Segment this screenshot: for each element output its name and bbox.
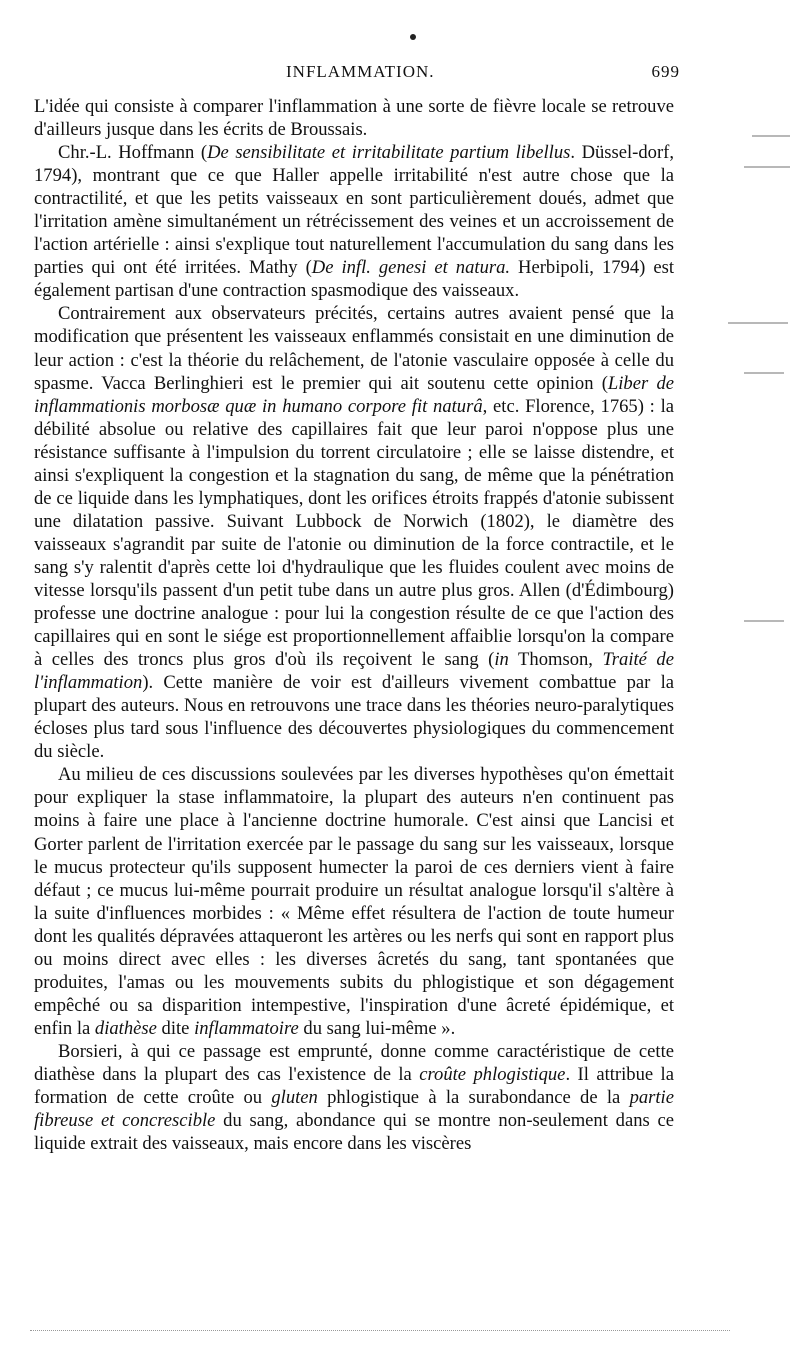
ink-dot bbox=[410, 34, 416, 40]
italic-text-run: Liber de inflammationis morbosæ quæ in humano corpore fit naturâ bbox=[34, 372, 674, 417]
body-text bbox=[34, 95, 674, 1155]
text-run: Herbipoli, 1794) est également partisan d'une contraction spasmodique des vaisseaux. bbox=[34, 257, 674, 302]
text-run: . Düssel-dorf, 1794), montrant que ce que Haller appelle irritabilité n'est autre chose que la contractilité, et que les petits vaisseaux en sont particulièrement doués, admet que l'irritation amène simultanément un rétrécissement des veines et un accroissement de l'action artérielle : ainsi s'explique tout naturellement l'accumulation du sang dans les parties qui ont été irritées. Mathy ( bbox=[34, 142, 675, 279]
italic-text-run: De sensibilitate et irritabilitate partium libellus bbox=[207, 142, 571, 164]
margin-mark bbox=[752, 135, 790, 137]
text-run: Borsieri, à qui ce passage est emprunté, donne comme caractéristique de cette diathèse dans la plupart des cas l'existence de la bbox=[34, 1040, 674, 1085]
italic-text-run: gluten bbox=[271, 1087, 318, 1109]
text-run: phlogistique à la surabondance de la bbox=[317, 1087, 630, 1109]
paragraph bbox=[34, 763, 674, 1040]
italic-text-run: in bbox=[494, 649, 509, 671]
text-run: Au milieu de ces discussions soulevées par les diverses hypothèses qu'on émettait pour expliquer la stase inflammatoire, la plupart des auteurs n'en continuent pas moins à faire une place à l'ancienne doctrine humorale. C'est ainsi que Lancisi et Gorter parlent de l'irritation exercée par le passage du sang sur les vaisseaux, lorsque le mucus protecteur qu'ils supposent humecter la paroi de ces derniers vient à faire défaut ; ce mucus lui-même pourrait produire un résultat analogue lorsqu'il s'altère à la suite d'influences morbides : « Même effet résultera de l'action de toute humeur dont les qualités dépravées attaqueront les artères ou les nerfs qui sont en rapport plus ou moins direct avec elles : les diverses âcretés du sang, tant spontanées que produites, l'amas ou les mouvements subits du phlogistique et son dégagement empêché ou sa disparition intempestive, l'inspiration d'une âcreté épidémique, et enfin la bbox=[34, 764, 674, 1039]
margin-mark bbox=[744, 372, 784, 374]
running-title: INFLAMMATION. bbox=[286, 62, 435, 81]
text-run: Thomson, bbox=[508, 649, 603, 671]
text-run: Contrairement aux observateurs précités, certains autres avaient pensé que la modification que présentent les vaisseaux enflammés consistait en une diminution de leur action : c'est la théorie du relâchement, de l'atonie vasculaire opposée à celle du spasme. Vacca Berlinghieri est le premier qui ait soutenu cette opinion ( bbox=[34, 303, 674, 394]
margin-marks bbox=[700, 0, 800, 1358]
paragraph bbox=[34, 141, 674, 302]
text-run: ). Cette manière de voir est d'ailleurs vivement combattue par la plupart des auteurs. Nous en retrouvons une trace dans les théories neuro-paralytiques écloses plus tard sous l'influence des découvertes physiologiques du commencement du siècle. bbox=[34, 672, 674, 763]
margin-mark bbox=[728, 322, 788, 324]
margin-mark bbox=[744, 166, 790, 168]
text-run: du sang lui-même ». bbox=[298, 1017, 456, 1039]
page-number: 699 bbox=[651, 62, 680, 81]
bottom-rule bbox=[30, 1330, 730, 1331]
italic-text-run: diathèse bbox=[94, 1017, 157, 1039]
text-run: , etc. Florence, 1765) : la débilité absolue ou relative des capillaires fait que leur paroi n'oppose plus une résistance suffisante à l'impulsion du torrent circulatoire ; elle se laisse distendre, et ainsi s'expliquent la congestion et la stagnation du sang, de même que la pénétration de ce liquide dans les lymphatiques, dont les orifices étroits frappés d'atonie subissent une dilatation passive. Suivant Lubbock de Norwich (1802), le diamètre des vaisseaux s'agrandit par suite de l'atonie ou diminution de la force contractile, et le sang s'y ralentit d'après cette loi d'hydraulique que les fluides coulent avec moins de vitesse lorsqu'ils passent d'un petit tube dans un autre plus gros. Allen (d'Édimbourg) professe une doctrine analogue : pour lui la congestion résulte de ce que l'action des capillaires qui en sont le siége est proportionnellement affaiblie lorsqu'on la compare à celles des troncs plus gros d'où ils reçoivent le sang ( bbox=[34, 395, 674, 671]
margin-mark bbox=[744, 620, 784, 622]
italic-text-run: inflammatoire bbox=[194, 1017, 299, 1039]
text-run: dite bbox=[156, 1017, 195, 1039]
text-run: . Il attribue la formation de cette croûte ou bbox=[34, 1063, 674, 1109]
text-run: Chr.-L. Hoffmann ( bbox=[58, 142, 208, 164]
paragraph bbox=[34, 95, 674, 141]
paragraph bbox=[34, 1040, 674, 1155]
text-run: L'idée qui consiste à comparer l'inflammation à une sorte de fièvre locale se retrouve d'ailleurs jusque dans les écrits de Broussais. bbox=[34, 96, 674, 141]
italic-text-run: Traité de l'inflammation bbox=[34, 649, 674, 694]
page-header bbox=[36, 62, 680, 88]
italic-text-run: croûte phlogistique bbox=[419, 1063, 566, 1085]
italic-text-run: partie fibreuse et concrescible bbox=[34, 1087, 674, 1132]
italic-text-run: De infl. genesi et natura. bbox=[311, 257, 511, 279]
paragraph bbox=[34, 302, 674, 763]
text-run: du sang, abondance qui se montre non-seulement dans ce liquide extrait des vaisseaux, mais encore dans les viscères bbox=[34, 1110, 674, 1155]
